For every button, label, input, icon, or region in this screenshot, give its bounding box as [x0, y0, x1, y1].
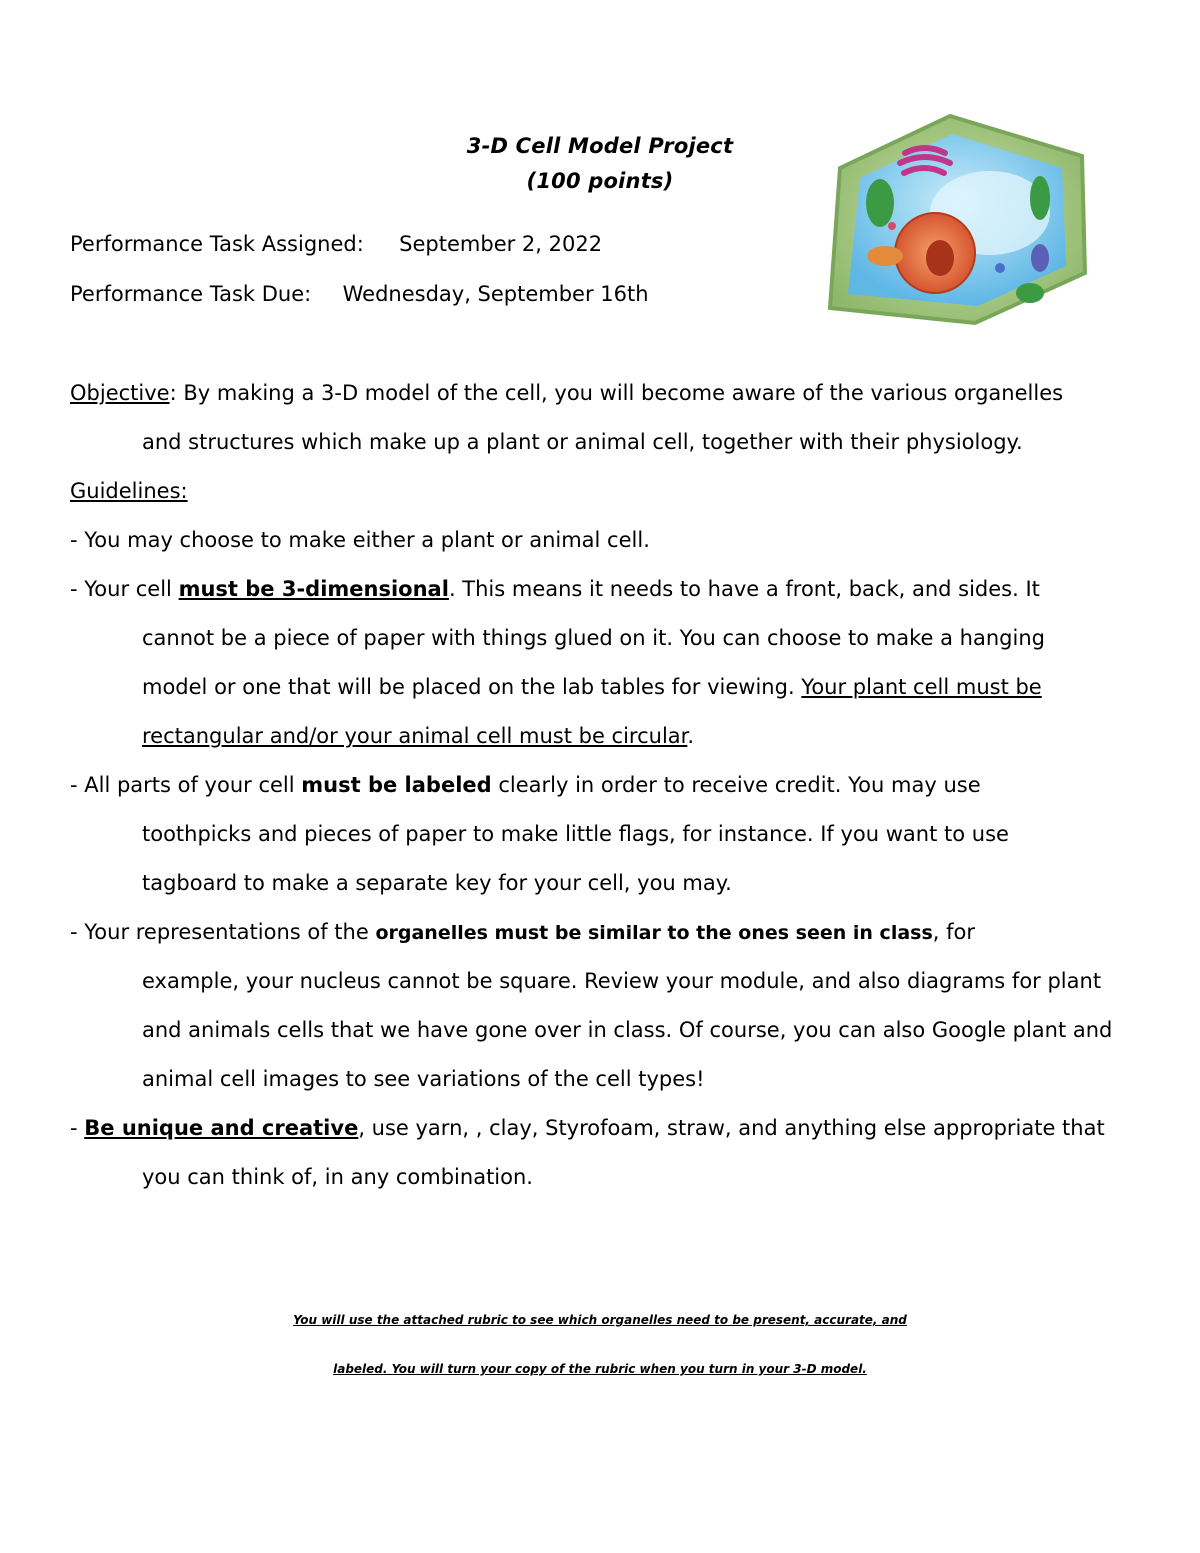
- nucleolus: [926, 240, 954, 276]
- objective-line-2: and structures which make up a plant or animal cell, together with their physiology.: [142, 430, 1023, 454]
- guideline-2-line-1: [70, 574, 1040, 604]
- rubric-instruction-line-2: labeled. You will turn your copy of the rubric when you turn in your 3-D model.: [333, 1362, 867, 1376]
- assigned-date: September 2, 2022: [399, 232, 603, 256]
- mitochondrion-2: [867, 246, 903, 266]
- guideline-2-line-2: cannot be a piece of paper with things glued on it. You can choose to make a hanging: [142, 626, 1045, 650]
- guideline-5-emphasis: Be unique and creative: [84, 1116, 359, 1140]
- guideline-2-shape-rule-cont: rectangular and/or your animal cell must be circular: [142, 724, 688, 748]
- vesicle-1: [995, 263, 1005, 273]
- guideline-2-end: .: [687, 724, 695, 748]
- guideline-2-line-3: [142, 672, 1042, 702]
- guideline-3-post: clearly in order to receive credit. You may use: [491, 773, 981, 797]
- rubric-instruction-line-1: You will use the attached rubric to see which organelles need to be present, accurate, and: [293, 1313, 907, 1327]
- guideline-4-line-4: animal cell images to see variations of the cell types!: [142, 1067, 705, 1091]
- guideline-1: - You may choose to make either a plant or animal cell.: [70, 528, 650, 552]
- guideline-4-line-1: [70, 917, 975, 948]
- objective-text-1: : By making a 3-D model of the cell, you will become aware of the various organelles: [169, 381, 1064, 405]
- guideline-3-line-2: toothpicks and pieces of paper to make little flags, for instance. If you want to use: [142, 822, 1009, 846]
- chloroplast-3: [1016, 283, 1044, 303]
- guideline-4-line-2: example, your nucleus cannot be square. Review your module, and also diagrams for plant: [142, 969, 1102, 993]
- page-title: 3-D Cell Model Project: [466, 134, 734, 158]
- guideline-2-line-4: [142, 721, 694, 751]
- guideline-4-post: , for: [932, 920, 976, 944]
- guideline-5-line-2: you can think of, in any combination.: [142, 1165, 533, 1189]
- guideline-5-post: , use yarn, , clay, Styrofoam, straw, and anything else appropriate that: [358, 1116, 1105, 1140]
- guideline-2-pre: - Your cell: [70, 577, 179, 601]
- guideline-2-emphasis: must be 3-dimensional: [178, 577, 449, 601]
- guideline-2-line-3-pre: model or one that will be placed on the lab tables for viewing.: [142, 675, 802, 699]
- due-label: Performance Task Due:: [70, 282, 312, 306]
- objective-line-1: [70, 378, 1063, 408]
- chloroplast-1: [866, 179, 894, 227]
- assigned-line: [70, 229, 602, 259]
- guideline-3-line-1: [70, 770, 981, 800]
- guideline-3-emphasis: must be labeled: [301, 773, 492, 797]
- guideline-4-pre: - Your representations of the: [70, 920, 376, 944]
- mitochondrion-1: [1031, 244, 1049, 272]
- vesicle-2: [888, 222, 896, 230]
- page-subtitle-points: (100 points): [526, 169, 674, 193]
- guideline-3-line-3: tagboard to make a separate key for your cell, you may.: [142, 871, 732, 895]
- guideline-3-pre: - All parts of your cell: [70, 773, 302, 797]
- guidelines-label: Guidelines:: [70, 479, 188, 503]
- plant-cell-illustration: [800, 108, 1100, 333]
- guideline-4-line-3: and animals cells that we have gone over in class. Of course, you can also Google plant and: [142, 1018, 1113, 1042]
- guideline-2-post: . This means it needs to have a front, back, and sides. It: [448, 577, 1040, 601]
- objective-label: Objective: [70, 381, 170, 405]
- assigned-label: Performance Task Assigned:: [70, 232, 364, 256]
- guideline-5-line-1: [70, 1113, 1105, 1143]
- guideline-4-emphasis: organelles must be similar to the ones seen in class: [375, 922, 933, 944]
- due-line: [70, 279, 649, 309]
- chloroplast-2: [1030, 176, 1050, 220]
- guideline-2-shape-rule: Your plant cell must be: [801, 675, 1042, 699]
- guideline-5-pre: -: [70, 1116, 85, 1140]
- due-date: Wednesday, September 16th: [342, 282, 649, 306]
